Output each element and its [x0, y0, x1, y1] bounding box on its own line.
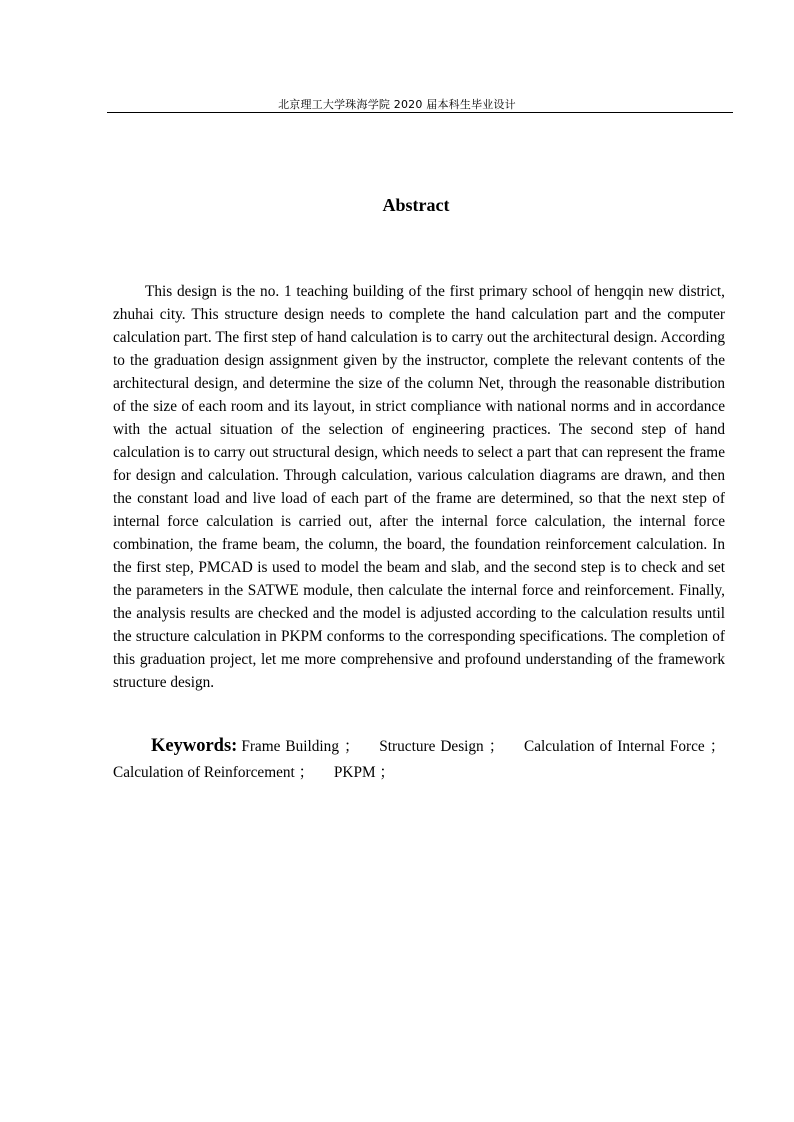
abstract-title: Abstract [382, 195, 450, 215]
keywords-section [113, 733, 725, 786]
keywords-label: Keywords: [151, 736, 238, 756]
keyword-item: Calculation of Reinforcement ； [113, 764, 314, 781]
header-divider [107, 112, 733, 113]
abstract-paragraph: This design is the no. 1 teaching building of the first primary school of hengqin new district, zhuhai city. This structure design needs to complete the hand calculation part and the computer calculation part. The first step of hand calculation is to carry out the architectural design. According to the graduation design assignment given by the instructor, complete the relevant contents of the architectural design, and determine the size of the column Net, through the reasonable distribution of the size of each room and its layout, in strict compliance with national norms and in accordance with the actual situation of the selection of engineering practices. The second step of hand calculation is to carry out structural design, which needs to select a part that can represent the frame for design and calculation. Through calculation, various calculation diagrams are drawn, and then the constant load and live load of each part of the frame are determined, so that the next step of internal force calculation is carried out, after the internal force calculation, the internal force combination, the frame beam, the column, the board, the foundation reinforcement calculation. In the first step, PMCAD is used to model the beam and slab, and the second step is to check and set the parameters in the SATWE module, then calculate the internal force and reinforcement. Finally, the analysis results are checked and the model is adjusted according to the calculation results until the structure calculation in PKPM conforms to the corresponding specifications. The completion of this graduation project, let me more comprehensive and profound understanding of the framework structure design. [113, 283, 725, 691]
keyword-item: Calculation of Internal Force ； [524, 738, 726, 755]
keyword-item: Frame Building ； [241, 738, 360, 755]
running-header: 北京理工大学珠海学院 2020 届本科生毕业设计 [278, 98, 516, 111]
keyword-item: Structure Design ； [379, 738, 505, 755]
keyword-item: PKPM ； [333, 764, 395, 781]
